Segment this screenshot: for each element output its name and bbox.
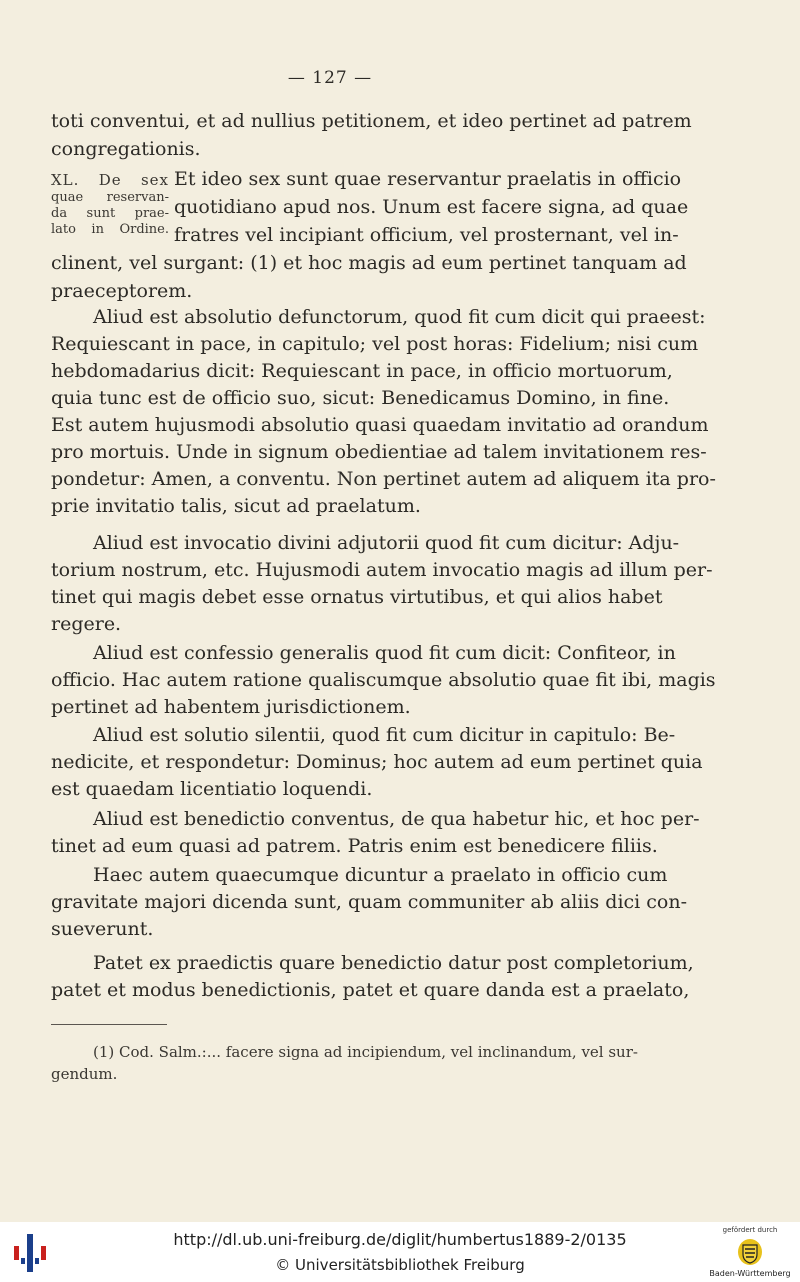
text-line: Patet ex praedictis quare benedictio datur post completorium, (93, 952, 694, 974)
text-line: gravitate majori dicenda sunt, quam communiter ab aliis dici con- (51, 891, 688, 913)
sponsor-block (708, 1226, 792, 1280)
text-line: torium nostrum, etc. Hujusmodi autem invocatio magis ad illum per- (51, 559, 713, 581)
sponsor-label: gefördert durch (722, 1226, 778, 1234)
text-line: Haec autem quaecumque dicuntur a praelato in officio cum (93, 864, 668, 886)
text-line: Requiescant in pace, in capitulo; vel post horas: Fidelium; nisi cum (51, 333, 699, 355)
text-line: est quaedam licentiatio loquendi. (51, 778, 373, 800)
text-line: pertinet ad habentem jurisdictionem. (51, 696, 411, 718)
text-line: Aliud est solutio silentii, quod fit cum dicitur in capitulo: Be- (93, 724, 676, 746)
permalink-url[interactable]: http://dl.ub.uni-freiburg.de/diglit/humbertus1889-2/0135 (173, 1230, 627, 1249)
text-line: Est autem hujusmodi absolutio quasi quaedam invitatio ad orandum (51, 414, 709, 436)
margin-note-line: da sunt prae- (51, 206, 169, 221)
text-line: clinent, vel surgant: (1) et hoc magis ad eum pertinet tanquam ad (51, 252, 687, 274)
margin-note-line: lato in Ordine. (51, 222, 169, 237)
footnote-line: (1) Cod. Salm.:... facere signa ad incipiendum, vel inclinandum, vel sur- (93, 1043, 638, 1061)
text-line: pondetur: Amen, a conventu. Non pertinet autem ad aliquem ita pro- (51, 468, 716, 490)
footnote-line: gendum. (51, 1065, 118, 1083)
library-footer (0, 1222, 800, 1282)
page-number: — 127 — (287, 68, 373, 88)
text-line: toti conventui, et ad nullius petitionem, et ideo pertinet ad patrem (51, 110, 692, 132)
text-line: quotidiano apud nos. Unum est facere signa, ad quae (174, 196, 689, 218)
text-line: praeceptorem. (51, 280, 193, 302)
text-line: tinet ad eum quasi ad patrem. Patris enim est benedicere filiis. (51, 835, 658, 857)
text-line: nedicite, et respondetur: Dominus; hoc autem ad eum pertinet quia (51, 751, 703, 773)
text-line: Et ideo sex sunt quae reservantur praelatis in officio (174, 168, 682, 190)
text-line: sueverunt. (51, 918, 154, 940)
coat-of-arms-icon (737, 1238, 763, 1266)
sponsor-name: Baden-Württemberg (709, 1269, 791, 1278)
margin-note-line: quae reservan- (51, 190, 169, 205)
footnote-divider (51, 1024, 167, 1025)
text-line: regere. (51, 613, 122, 635)
text-line: hebdomadarius dicit: Requiescant in pace, in officio mortuorum, (51, 360, 673, 382)
copyright-notice: © Universitätsbibliothek Freiburg (275, 1256, 525, 1274)
text-line: Aliud est benedictio conventus, de qua habetur hic, et hoc per- (93, 808, 700, 830)
text-line: quia tunc est de officio suo, sicut: Benedicamus Domino, in fine. (51, 387, 670, 409)
text-line: patet et modus benedictionis, patet et quare danda est a praelato, (51, 979, 690, 1001)
text-line: Aliud est confessio generalis quod fit cum dicit: Confiteor, in (93, 642, 676, 664)
text-line: fratres vel incipiant officium, vel prosternant, vel in- (174, 224, 679, 246)
text-line: prie invitatio talis, sicut ad praelatum. (51, 495, 421, 517)
text-line: pro mortuis. Unde in signum obedientiae ad talem invitationem res- (51, 441, 707, 463)
text-line: Aliud est absolutio defunctorum, quod fit cum dicit qui praeest: (93, 306, 706, 328)
text-line: congregationis. (51, 138, 201, 160)
text-line: tinet qui magis debet esse ornatus virtutibus, et qui alios habet (51, 586, 663, 608)
margin-note-line: XL. De sex (51, 171, 169, 189)
text-line: officio. Hac autem ratione qualiscumque absolutio quae fit ibi, magis (51, 669, 716, 691)
text-line: Aliud est invocatio divini adjutorii quod fit cum dicitur: Adju- (93, 532, 680, 554)
